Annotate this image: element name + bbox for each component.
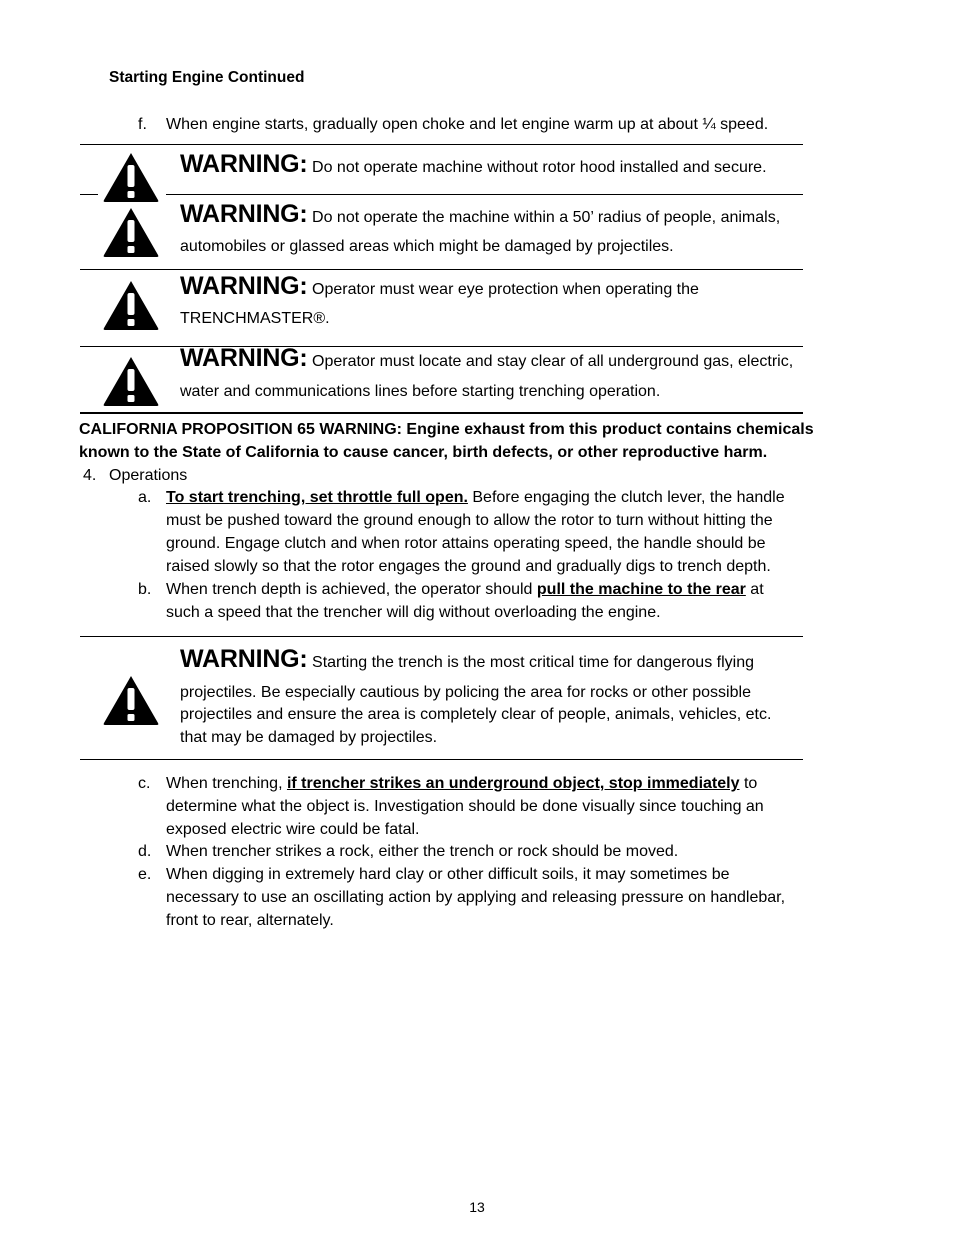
warning-text: Operator must wear eye protection when operating the (312, 281, 699, 298)
item-b-emphasis: pull the machine to the rear (536, 581, 746, 598)
operations-title: Operations (109, 467, 188, 484)
warning-5 (180, 645, 840, 674)
item-e-line-3: front to rear, alternately. (166, 912, 334, 929)
warning-text: Starting the trench is the most critical time for dangerous flying (312, 654, 754, 671)
warning-top-rule (80, 144, 803, 145)
warning-text: Operator must locate and stay clear of all underground gas, electric, (312, 353, 794, 370)
warning-triangle-icon (102, 206, 160, 258)
item-e-marker: e. (138, 866, 152, 883)
warning-triangle-icon (102, 279, 160, 331)
item-a (166, 486, 846, 578)
item-b-line-2: such a speed that the trencher will dig without overloading the engine. (166, 604, 661, 621)
step-f-marker: f. (138, 116, 147, 133)
warning-text: Do not operate the machine within a 50’ radius of people, animals, (312, 209, 781, 226)
item-a-line-3: ground. Engage clutch and when rotor attains operating speed, the handle should be (166, 535, 766, 552)
warning-label: WARNING: (180, 200, 308, 228)
prop65-warning (79, 418, 839, 464)
item-c-line-3: exposed electric wire could be fatal. (166, 821, 420, 838)
operations-marker: 4. (83, 467, 97, 484)
warning-1 (180, 150, 840, 179)
item-a-emphasis: To start trenching, set throttle full open. (166, 489, 468, 506)
warning-2 (180, 200, 840, 229)
item-c-line-2: determine what the object is. Investigation should be done visually since touching an (166, 798, 764, 815)
item-a-line-4: raised slowly so that the rotor engages the ground and gradually digs to trench depth. (166, 558, 771, 575)
warning-triangle-icon (102, 355, 160, 407)
item-b-post: at (745, 581, 764, 598)
step-f-text: When engine starts, gradually open choke and let engine warm up at about ¼ speed. (166, 116, 769, 133)
warning-rule-stub (80, 194, 98, 195)
item-b-marker: b. (138, 581, 152, 598)
page-number: 13 (469, 1199, 485, 1215)
warning-text: Do not operate machine without rotor hood installed and secure. (312, 159, 767, 176)
warning-triangle-icon (102, 674, 160, 726)
warning-5-line-2: projectiles. Be especially cautious by policing the area for rocks or other possible (180, 684, 751, 701)
warning-5-line-3: projectiles and ensure the area is completely clear of people, animals, vehicles, etc. (180, 706, 772, 723)
section-title: Starting Engine Continued (109, 69, 305, 86)
item-d-marker: d. (138, 843, 152, 860)
item-c-pre: When trenching, (166, 775, 287, 792)
warning-label: WARNING: (180, 645, 308, 673)
warning-triangle-icon (102, 151, 160, 203)
item-a-line-1: Before engaging the clutch lever, the handle (467, 489, 785, 506)
warning-3 (180, 272, 840, 301)
item-a-line-2: must be pushed toward the ground enough to allow the rotor to turn without hitting the (166, 512, 773, 529)
warning-5-bottom-rule (80, 759, 803, 760)
item-c (166, 772, 846, 841)
warning-label: WARNING: (180, 272, 308, 300)
item-c-emphasis: if trencher strikes an underground object, stop immediately (286, 775, 740, 792)
warning-2-line-2: automobiles or glassed areas which might be damaged by projectiles. (180, 238, 674, 255)
prop65-line-1: CALIFORNIA PROPOSITION 65 WARNING: Engine exhaust from this product contains chemicals (79, 421, 814, 438)
item-e (166, 863, 846, 932)
warning-4 (180, 344, 840, 373)
prop65-line-2: known to the State of California to cause cancer, birth defects, or other reproductive harm. (79, 444, 768, 461)
item-c-marker: c. (138, 775, 151, 792)
warning-rule-2 (80, 269, 803, 270)
warning-5-top-rule (80, 636, 803, 637)
warning-rule-1 (166, 194, 803, 195)
warning-label: WARNING: (180, 344, 308, 372)
item-c-post: to (739, 775, 758, 792)
item-d-text: When trencher strikes a rock, either the trench or rock should be moved. (166, 843, 679, 860)
warning-3-line-2: TRENCHMASTER®. (180, 310, 330, 327)
item-e-line-1: When digging in extremely hard clay or other difficult soils, it may sometimes be (166, 866, 730, 883)
item-e-line-2: necessary to use an oscillating action by applying and releasing pressure on handlebar, (166, 889, 786, 906)
item-b-pre: When trench depth is achieved, the operator should (166, 581, 537, 598)
warning-bottom-rule (80, 412, 803, 414)
warning-label: WARNING: (180, 150, 308, 178)
item-a-marker: a. (138, 489, 152, 506)
item-b (166, 578, 846, 624)
warning-4-line-2: water and communications lines before starting trenching operation. (180, 383, 661, 400)
warning-5-line-4: that may be damaged by projectiles. (180, 729, 438, 746)
